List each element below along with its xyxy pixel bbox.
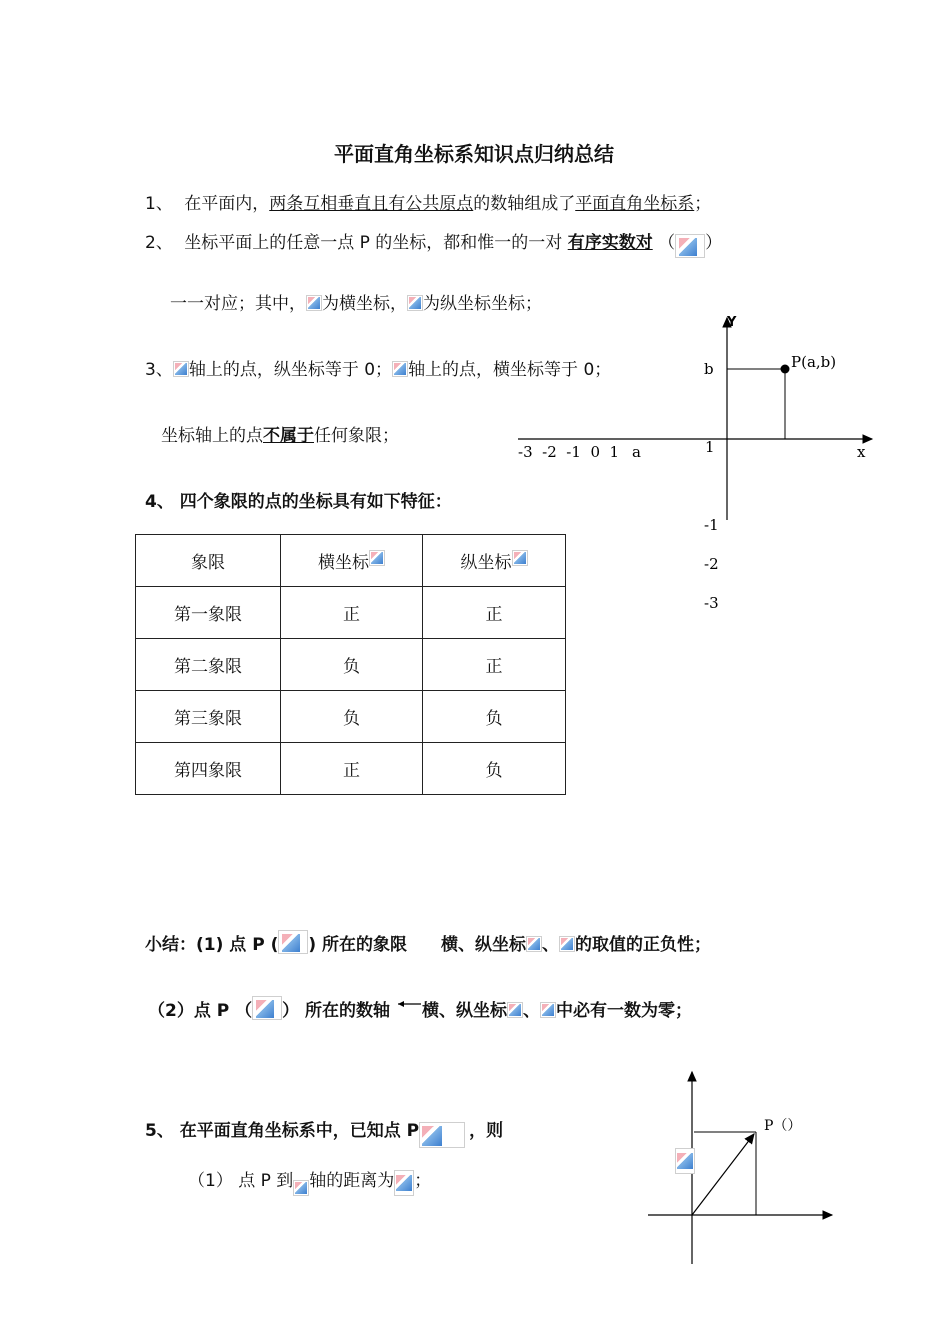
point-p	[781, 365, 790, 374]
p2-bold: 有序实数对	[567, 233, 653, 253]
p1-text-a: 在平面内，	[184, 194, 270, 214]
table-cell: 第四象限	[136, 743, 281, 795]
p1-underline-1: 两条互相垂直且有公共原点	[269, 194, 474, 214]
table-cell: 第二象限	[136, 639, 281, 691]
summary1-text-e: 的取值的正负性；	[574, 935, 711, 955]
p2-num: 2、	[145, 233, 173, 253]
table-cell: 第一象限	[136, 587, 281, 639]
point-p-label-2: P（）	[764, 1118, 802, 1134]
p2b-text-b: 为横坐标，	[322, 294, 407, 314]
a-label: a	[632, 443, 641, 461]
table-cell: 负	[281, 691, 423, 743]
p1-underline-2: 平面直角坐标系	[575, 194, 695, 214]
p1-num: 1、	[145, 194, 173, 214]
p2-open: （	[658, 233, 676, 253]
p5-text-b: ，则	[469, 1121, 504, 1141]
summary2-text-e: 中必有一数为零；	[555, 1001, 692, 1021]
p1-text-c: ；	[694, 194, 712, 214]
p3-text-b: 轴上的点，横坐标等于 0；	[408, 360, 612, 380]
table-header-cell: 象限	[136, 535, 281, 587]
y-tick-one: 1	[705, 438, 715, 456]
table-cell: 正	[281, 587, 423, 639]
formula-image-icon	[675, 1148, 695, 1174]
table-header-cell: 纵坐标	[423, 535, 566, 587]
coordinate-graph-2	[0, 1060, 950, 1344]
summary1-text-b: ) 所在的象限	[308, 935, 408, 955]
table-row	[136, 743, 566, 795]
x-tick-labels: -3 -2 -1 0 1	[518, 443, 620, 461]
p2-close: ）	[705, 233, 723, 253]
table-cell: 负	[281, 639, 423, 691]
p5-1-text-c: ；	[414, 1171, 432, 1191]
summary2-text-c: 横、纵坐标	[421, 1001, 507, 1021]
y-axis-label: Y	[727, 315, 737, 330]
b-label: b	[704, 360, 714, 378]
y-tick-neg2: -2	[704, 555, 719, 573]
formula-image-icon	[252, 996, 282, 1020]
p1-text-b: 的数轴组成了	[473, 194, 576, 214]
formula-image-icon	[507, 1002, 523, 1018]
summary1-text-c: 横、纵坐标	[440, 935, 526, 955]
table-cell: 负	[423, 691, 566, 743]
p2-text-a: 坐标平面上的任意一点 P 的坐标，都和惟一的一对	[184, 233, 568, 253]
summary-2	[148, 996, 692, 1021]
left-arrow-icon	[396, 1000, 422, 1012]
table-cell: 负	[423, 743, 566, 795]
summary2-text-d: 、	[522, 1001, 540, 1021]
p2b-text-c: 为纵坐标坐标；	[423, 294, 542, 314]
p2b-text-a: 一一对应；其中，	[170, 294, 306, 314]
summary-1	[145, 930, 711, 955]
p5-text-a: 5、 在平面直角坐标系中，已知点 P	[145, 1121, 420, 1141]
summary1-text-a: 小结：(1) 点 P (	[145, 935, 279, 955]
table-cell: 正	[281, 743, 423, 795]
y-tick-neg1: -1	[704, 516, 719, 534]
p5-1-text-a: （1） 点 P 到	[188, 1171, 294, 1191]
p5-1-text-b: 轴的距离为	[309, 1171, 395, 1191]
p3-num: 3、	[145, 360, 173, 380]
formula-image-icon	[540, 1002, 556, 1018]
p3b-text-b: 任何象限；	[314, 426, 399, 446]
paragraph-4-heading: 4、 四个象限的点的坐标具有如下特征：	[145, 492, 452, 512]
table-header-cell: 横坐标	[281, 535, 423, 587]
formula-image-icon	[559, 936, 575, 952]
formula-image-icon	[278, 930, 308, 954]
summary1-text-d: 、	[541, 935, 559, 955]
segment-op	[692, 1134, 754, 1215]
x-axis-label: x	[857, 443, 866, 461]
summary2-text-a: （2）点 P （	[148, 1001, 253, 1021]
p3b-bold: 不属于	[263, 426, 314, 446]
table-cell: 第三象限	[136, 691, 281, 743]
point-label: P(a,b)	[791, 353, 837, 371]
p3b-text-a: 坐标轴上的点	[161, 426, 263, 446]
table-cell: 正	[423, 639, 566, 691]
p3-text-a: 轴上的点，纵坐标等于 0；	[188, 360, 393, 380]
table-cell: 正	[423, 587, 566, 639]
formula-image-icon	[526, 936, 542, 952]
page-title: 平面直角坐标系知识点归纳总结	[334, 142, 614, 166]
summary2-text-b: ） 所在的数轴	[282, 1001, 391, 1021]
y-tick-neg3: -3	[704, 594, 719, 612]
